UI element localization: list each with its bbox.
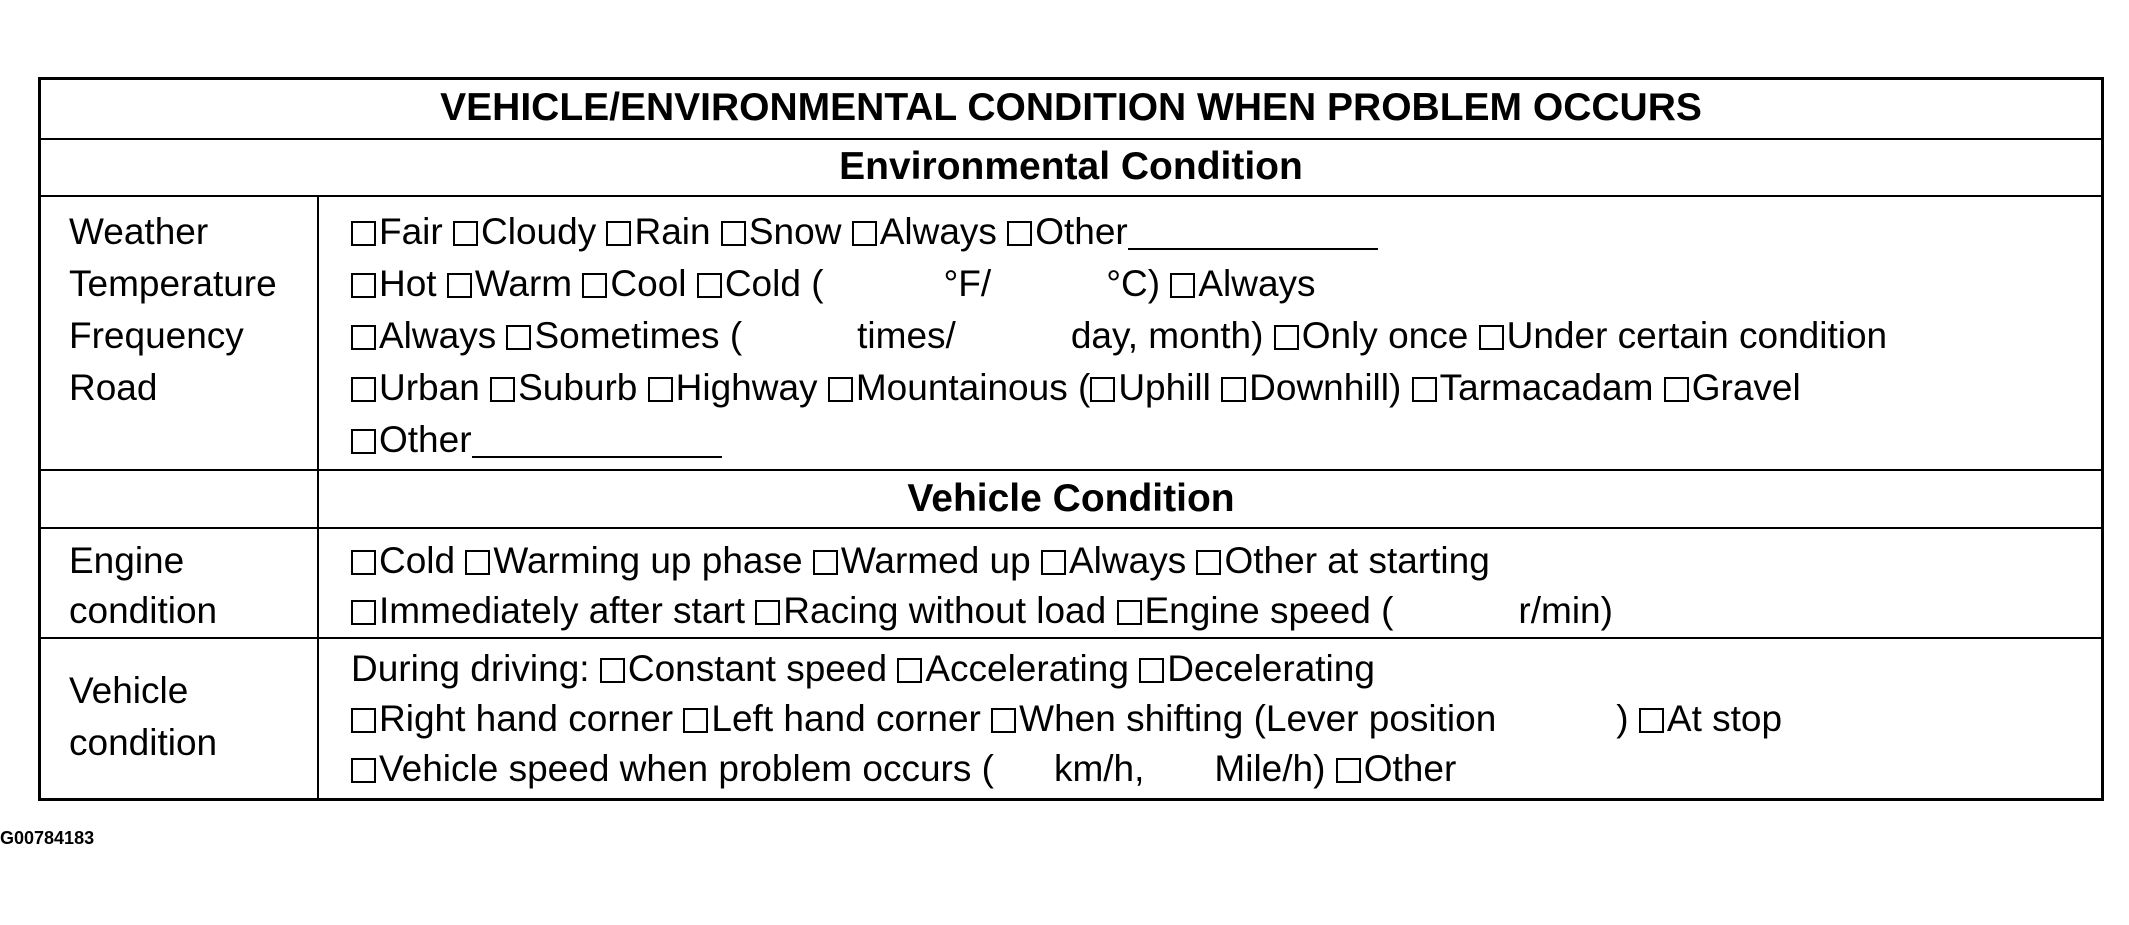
checkbox[interactable]: [697, 273, 722, 298]
option-label: Sometimes (: [534, 315, 743, 356]
checkbox[interactable]: [1639, 708, 1664, 733]
road-options: [351, 362, 1801, 414]
unit-label: °F/: [943, 263, 992, 304]
option-label: Always: [379, 315, 497, 356]
checkbox[interactable]: [1412, 377, 1437, 402]
option-label: Warm: [474, 263, 573, 304]
checkbox[interactable]: [506, 325, 531, 350]
weather-options: [351, 206, 1378, 258]
checkbox[interactable]: [351, 758, 376, 783]
checkbox[interactable]: [1664, 377, 1689, 402]
option-label: Accelerating: [925, 648, 1129, 689]
option-label: Hot: [379, 263, 437, 304]
checkbox[interactable]: [897, 658, 922, 683]
corner-options: [351, 693, 1782, 745]
checkbox[interactable]: [991, 708, 1016, 733]
option-label: Suburb: [518, 367, 638, 408]
engine-label-line1: Engine: [69, 540, 185, 581]
checkbox[interactable]: [351, 377, 376, 402]
vehicle-label-line1: Vehicle: [69, 670, 189, 711]
checkbox[interactable]: [721, 221, 746, 246]
option-label: ): [1616, 698, 1629, 739]
option-label: Cool: [610, 263, 687, 304]
option-label: Under certain condition: [1506, 315, 1888, 356]
option-label: Downhill): [1249, 367, 1402, 408]
road-other: [351, 414, 722, 466]
frequency-options: [351, 310, 1887, 362]
checkbox[interactable]: [1170, 273, 1195, 298]
option-label: Engine speed (: [1144, 590, 1394, 631]
unit-label: km/h,: [1053, 748, 1145, 789]
unit-label: r/min): [1518, 590, 1613, 631]
checkbox[interactable]: [351, 550, 376, 575]
condition-form: [38, 77, 2104, 801]
option-label: Immediately after start: [379, 590, 746, 631]
checkbox[interactable]: [1007, 221, 1032, 246]
checkbox[interactable]: [683, 708, 708, 733]
option-label: Tarmacadam: [1439, 367, 1654, 408]
engine-options: [351, 535, 1490, 587]
temperature-options: [351, 258, 1316, 310]
option-label: Mountainous (: [855, 367, 1091, 408]
option-label: Warming up phase: [493, 540, 803, 581]
option-label: Racing without load: [783, 590, 1107, 631]
option-label: Highway: [675, 367, 818, 408]
checkbox[interactable]: [648, 377, 673, 402]
divider: [41, 527, 2101, 529]
checkbox[interactable]: [351, 221, 376, 246]
checkbox[interactable]: [606, 221, 631, 246]
checkbox[interactable]: [1221, 377, 1246, 402]
checkbox[interactable]: [490, 377, 515, 402]
option-label: Other: [379, 419, 472, 460]
checkbox[interactable]: [351, 273, 376, 298]
option-label: When shifting (Lever position: [1019, 698, 1497, 739]
environmental-heading: Environmental Condition: [839, 145, 1303, 188]
engine-label-line2: condition: [69, 590, 218, 631]
checkbox[interactable]: [453, 221, 478, 246]
driving-options: [351, 643, 1375, 695]
unit-label: °C): [1106, 263, 1161, 304]
driving-prefix: During driving:: [351, 648, 590, 689]
option-label: Right hand corner: [379, 698, 674, 739]
option-label: Only once: [1301, 315, 1469, 356]
option-label: Other: [1363, 748, 1457, 789]
divider: [41, 469, 2101, 471]
unit-label: day, month): [1070, 315, 1264, 356]
engine-options-2: [351, 585, 1613, 637]
option-label: At stop: [1666, 698, 1783, 739]
option-label: Rain: [634, 211, 711, 252]
option-label: Gravel: [1691, 367, 1801, 408]
checkbox[interactable]: [1196, 550, 1221, 575]
option-label: Cold (: [724, 263, 824, 304]
speed-options: [351, 743, 1456, 795]
figure-code: G00784183: [0, 828, 95, 848]
blank-line[interactable]: [1128, 208, 1378, 250]
unit-label: times/: [857, 315, 956, 356]
divider: [41, 637, 2101, 639]
checkbox[interactable]: [465, 550, 490, 575]
option-label: Cold: [379, 540, 456, 581]
road-label: Road: [69, 367, 158, 408]
checkbox[interactable]: [351, 325, 376, 350]
vehicle-label-line2: condition: [69, 722, 218, 763]
frequency-label: Frequency: [69, 315, 244, 356]
checkbox[interactable]: [447, 273, 472, 298]
option-label: Always: [879, 211, 997, 252]
checkbox[interactable]: [1139, 658, 1164, 683]
option-label: Vehicle speed when problem occurs (: [379, 748, 994, 789]
form-title: VEHICLE/ENVIRONMENTAL CONDITION WHEN PROBLEM OCCURS: [440, 86, 1702, 129]
checkbox[interactable]: [755, 600, 780, 625]
option-label: Cloudy: [481, 211, 597, 252]
checkbox[interactable]: [351, 708, 376, 733]
checkbox[interactable]: [351, 600, 376, 625]
weather-label: Weather: [69, 211, 209, 252]
checkbox[interactable]: [1274, 325, 1299, 350]
divider: [41, 195, 2101, 197]
option-label: Fair: [379, 211, 443, 252]
unit-label: Mile/h): [1214, 748, 1326, 789]
checkbox[interactable]: [1117, 600, 1142, 625]
option-label: Constant speed: [627, 648, 888, 689]
checkbox[interactable]: [1336, 758, 1361, 783]
option-label: Left hand corner: [711, 698, 981, 739]
temperature-label: Temperature: [69, 263, 277, 304]
column-divider: [317, 527, 319, 801]
checkbox[interactable]: [1041, 550, 1066, 575]
blank-line[interactable]: [472, 416, 722, 458]
checkbox[interactable]: [813, 550, 838, 575]
option-label: Snow: [748, 211, 842, 252]
checkbox[interactable]: [1479, 325, 1504, 350]
option-label: Warmed up: [840, 540, 1031, 581]
vehicle-heading: Vehicle Condition: [907, 477, 1235, 520]
option-label: Uphill: [1118, 367, 1211, 408]
checkbox[interactable]: [351, 429, 376, 454]
checkbox[interactable]: [582, 273, 607, 298]
checkbox[interactable]: [852, 221, 877, 246]
option-label: Always: [1198, 263, 1316, 304]
option-label: Decelerating: [1167, 648, 1375, 689]
option-label: Urban: [379, 367, 480, 408]
option-label: Other: [1035, 211, 1128, 252]
checkbox[interactable]: [828, 377, 853, 402]
checkbox[interactable]: [600, 658, 625, 683]
option-label: Other at starting: [1224, 540, 1490, 581]
option-label: Always: [1069, 540, 1187, 581]
checkbox[interactable]: [1090, 377, 1115, 402]
divider: [41, 138, 2101, 140]
